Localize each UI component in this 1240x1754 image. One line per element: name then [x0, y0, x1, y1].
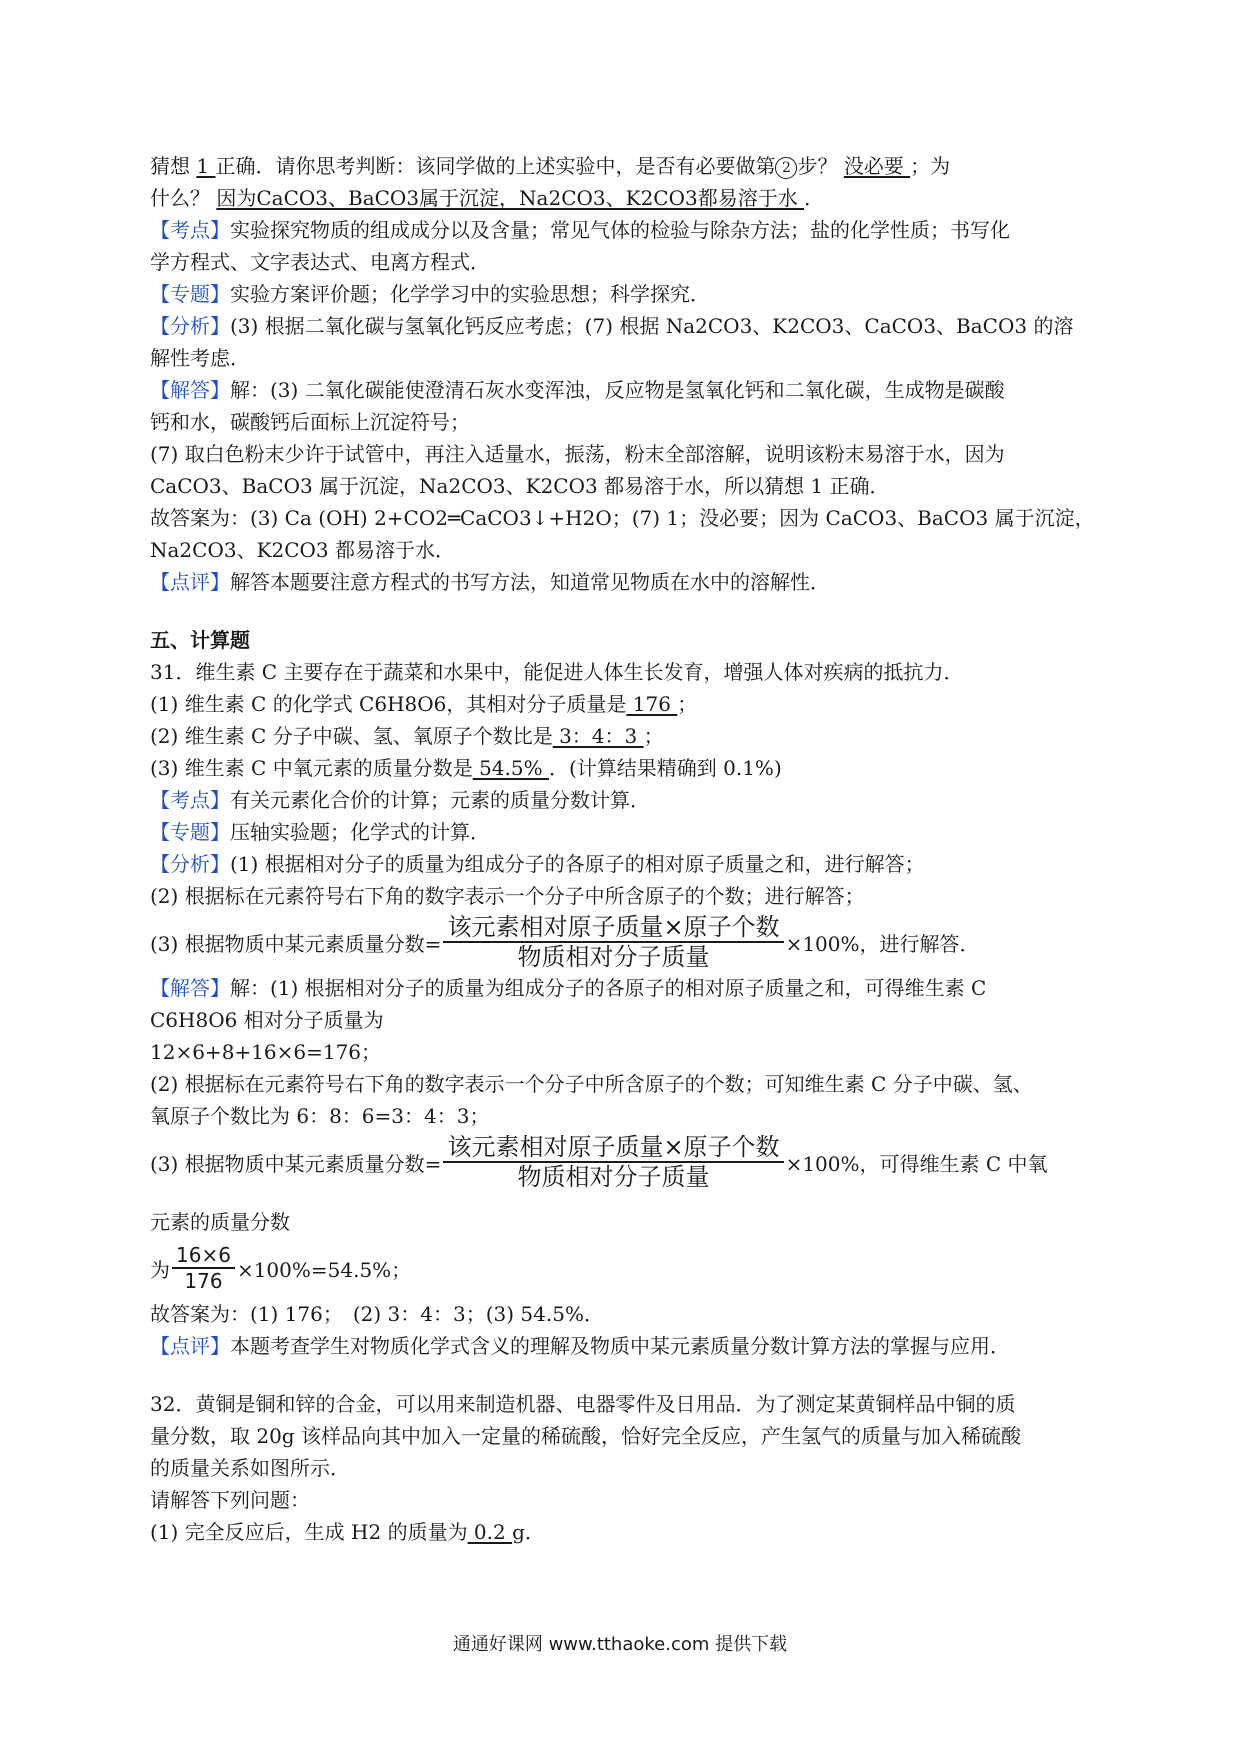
fraction-numerator: 该元素相对原子质量×原子个数	[443, 1133, 783, 1163]
fenxi-line: 【分析】(1) 根据相对分子的质量为组成分子的各原子的相对原子质量之和，进行解答；	[150, 852, 925, 876]
fraction-numerator: 16×6	[172, 1243, 235, 1269]
jieda-line: 氧原子个数比为 6：8：6=3：4：3；	[150, 1104, 490, 1128]
zhuanti-line: 【专题】实验方案评价题；化学学习中的实验思想；科学探究．	[150, 282, 710, 306]
answer-blank: 因为CaCO3、BaCO3属于沉淀，Na2CO3、K2CO3都易溶于水	[216, 186, 805, 210]
fenxi-line-cont: 解性考虑．	[150, 346, 250, 370]
fraction-denominator: 物质相对分子质量	[517, 943, 710, 971]
jieda-line: 12×6+8+16×6=176；	[150, 1040, 382, 1064]
q31-part-1: (1) 维生素 C 的化学式 C6H8O6，其相对分子质量是 176 ；	[150, 692, 698, 716]
zhuanti-tag: 【专题】	[150, 282, 230, 306]
kaodian-tag: 【考点】	[150, 218, 230, 242]
section-title: 五、计算题	[150, 628, 250, 652]
answer-blank: 0.2	[467, 1520, 513, 1544]
answer-line: 故答案为：(1) 176； (2) 3：4：3；(3) 54.5%．	[150, 1302, 604, 1326]
fraction	[443, 913, 783, 971]
q32-stem: 32．黄铜是铜和锌的合金，可以用来制造机器、电器零件及日用品．为了测定某黄铜样品中铜的质	[150, 1392, 1016, 1416]
jieda-formula-line: (3) 根据物质中某元素质量分数= $\frac{\text{该元素相对原子质量×原子个数}}{\text{物质相对分子质量}}$ ×100%，可得维生素 C 中氧	[150, 1133, 1048, 1191]
q31-part-3: (3) 维生素 C 中氧元素的质量分数是 54.5% ．(计算结果精确到 0.1%)	[150, 756, 782, 780]
page-footer: 通通好课网 www.tthaoke.com 提供下载	[452, 1634, 788, 1655]
zhuanti-tag: 【专题】	[150, 820, 230, 844]
fenxi-formula-line: (3) 根据物质中某元素质量分数= $\frac{\text{该元素相对原子质量×原子个数}}{\text{物质相对分子质量}}$ ×100%，进行解答．	[150, 913, 980, 971]
answer-blank: 176	[626, 692, 678, 716]
fraction-numerator: 该元素相对原子质量×原子个数	[443, 913, 783, 943]
kaodian-line: 【考点】实验探究物质的组成成分以及含量；常见气体的检验与除杂方法；盐的化学性质；书写化	[150, 218, 1010, 242]
dianping-line: 【点评】解答本题要注意方程式的书写方法，知道常见物质在水中的溶解性．	[150, 570, 830, 594]
q32-stem: 的质量关系如图所示．	[150, 1456, 350, 1480]
jieda-line: (7) 取白色粉末少许于试管中，再注入适量水，振荡，粉末全部溶解，说明该粉末易溶于水，因为	[150, 442, 1005, 466]
jieda-line: 元素的质量分数	[150, 1210, 290, 1234]
q32-stem: 量分数，取 20g 该样品向其中加入一定量的稀硫酸，恰好完全反应，产生氢气的质量与加入稀硫酸	[150, 1424, 1021, 1448]
jieda-tag: 【解答】	[150, 976, 230, 1000]
dianping-tag: 【点评】	[150, 570, 230, 594]
q31-stem: 31．维生素 C 主要存在于蔬菜和水果中，能促进人体生长发育，增强人体对疾病的抵抗力．	[150, 660, 964, 684]
jieda-line: CaCO3、BaCO3 属于沉淀，Na2CO3、K2CO3 都易溶于水，所以猜想 1 正确．	[150, 474, 890, 498]
fenxi-line: 【分析】(3) 根据二氧化碳与氢氧化钙反应考虑；(7) 根据 Na2CO3、K2CO3、CaCO3、BaCO3 的溶	[150, 314, 1074, 338]
answer-line: 故答案为：(3) Ca (OH) 2+CO2═CaCO3↓+H2O；(7) 1；没必要；因为 CaCO3、BaCO3 属于沉淀，	[150, 506, 1095, 530]
kaodian-tag: 【考点】	[150, 788, 230, 812]
fenxi-tag: 【分析】	[150, 852, 230, 876]
jieda-line: 【解答】解：(1) 根据相对分子的质量为组成分子的各原子的相对原子质量之和，可得维生素 C	[150, 976, 987, 1000]
q32-prompt: 请解答下列问题：	[150, 1488, 310, 1512]
fraction-denominator: 物质相对分子质量	[517, 1163, 710, 1191]
kaodian-line: 【考点】有关元素化合价的计算；元素的质量分数计算．	[150, 788, 650, 812]
zhuanti-line: 【专题】压轴实验题；化学式的计算．	[150, 820, 490, 844]
q32-part-1: (1) 完全反应后，生成 H2 的质量为 0.2 g．	[150, 1520, 545, 1544]
jieda-line: 【解答】解：(3) 二氧化碳能使澄清石灰水变浑浊，反应物是氢氧化钙和二氧化碳，生成物是碳酸	[150, 378, 1005, 402]
fenxi-tag: 【分析】	[150, 314, 230, 338]
fenxi-line: (2) 根据标在元素符号右下角的数字表示一个分子中所含原子的个数；进行解答；	[150, 884, 865, 908]
answer-blank: 54.5%	[472, 756, 549, 780]
q30-line-1: 猜想 1 正确．请你思考判断：该同学做的上述实验中，是否有必要做第 2 步？ 没必要 ；为	[150, 154, 951, 178]
jieda-line: C6H8O6 相对分子质量为	[150, 1008, 384, 1032]
jieda-tag: 【解答】	[150, 378, 230, 402]
q31-part-2: (2) 维生素 C 分子中碳、氢、氧原子个数比是 3：4：3 ；	[150, 724, 664, 748]
dianping-tag: 【点评】	[150, 1334, 230, 1358]
q30-line-2: 什么？ 因为CaCO3、BaCO3属于沉淀，Na2CO3、K2CO3都易溶于水 ．	[150, 186, 825, 210]
jieda-line: (2) 根据标在元素符号右下角的数字表示一个分子中所含原子的个数；可知维生素 C 分子中碳、氢、	[150, 1072, 1033, 1096]
fraction-denominator: 176	[184, 1269, 223, 1293]
document-body	[150, 150, 1110, 1548]
jieda-line: 钙和水，碳酸钙后面标上沉淀符号；	[150, 410, 470, 434]
kaodian-line-cont: 学方程式、文字表达式、电离方程式．	[150, 250, 490, 274]
answer-blank: 3：4：3	[552, 724, 644, 748]
fraction	[172, 1243, 235, 1293]
answer-blank: 没必要	[843, 154, 911, 178]
fraction	[443, 1133, 783, 1191]
circled-number: 2	[775, 157, 797, 179]
jieda-calc-line: 为 $\frac{16\times 6}{176}$ ×100%=54.5%；	[150, 1243, 412, 1293]
answer-line: Na2CO3、K2CO3 都易溶于水．	[150, 538, 456, 562]
answer-blank: 1	[196, 154, 216, 178]
dianping-line: 【点评】本题考查学生对物质化学式含义的理解及物质中某元素质量分数计算方法的掌握与应用．	[150, 1334, 1010, 1358]
